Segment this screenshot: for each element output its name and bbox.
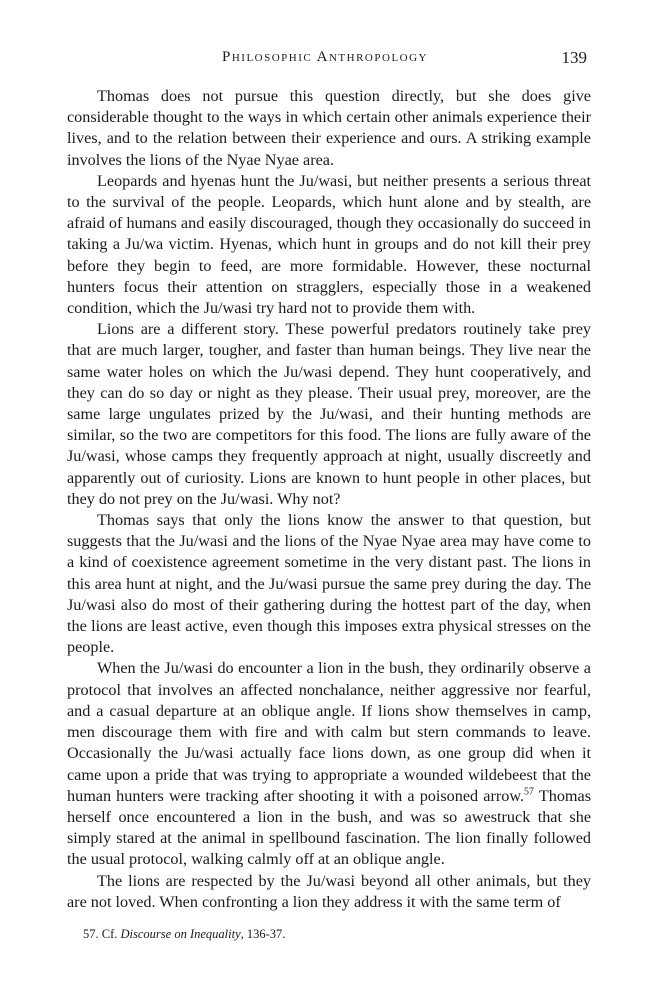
paragraph-text: Leopards and hyenas hunt the Ju/wasi, but neither presents a serious threat to the survival of the people. Leopards, which hunt alone and by stealth, are afraid of humans and easily discouraged, though they occasionally do succeed in taking a Ju/wa victim. Hyenas, which hunt in groups and do not kill their prey before they begin to feed, are more formidable. However, these nocturnal hunters focus their attention on stragglers, especially those in a weakened condition, which the Ju/wasi try hard not to provide them with. — [67, 171, 591, 318]
body-text — [67, 86, 591, 913]
paragraph — [67, 871, 591, 913]
paragraph-text: When the Ju/wasi do encounter a lion in the bush, they ordinarily observe a protocol that involves an affected nonchalance, neither aggressive nor fearful, and a casual departure at an oblique angle. If lions show themselves in camp, men discourage them with fire and with calm but stern commands to leave. Occasionally the Ju/wasi actually face lions down, as one group did when it came upon a pride that was trying to appropriate a wounded wildebeest that the human hunters were tracking after shooting it with a poisoned arrow. — [67, 659, 591, 805]
page-number: 139 — [561, 48, 587, 67]
footnote-title: Discourse on Inequality — [120, 927, 241, 941]
paragraph — [67, 86, 591, 171]
paragraph-text: Thomas does not pursue this question directly, but she does give considerable thought to the ways in which certain other animals experience their lives, and to the relation between their experience and ours. A striking example involves the lions of the Nyae Nyae area. — [67, 87, 591, 169]
paragraph-text: Thomas says that only the lions know the answer to that question, but suggests that the Ju/wasi and the lions of the Nyae Nyae area may have come to a kind of coexistence agreement sometime in the very distant past. The lions in this area hunt at night, and the Ju/wasi pursue the same prey during the day. The Ju/wasi also do most of their gathering during the hottest part of the day, when the lions are least active, even though this imposes extra physical stresses on the people. — [67, 511, 591, 657]
paragraph — [67, 319, 591, 510]
paragraph — [67, 171, 591, 319]
running-head — [0, 47, 650, 71]
paragraph-text: The lions are respected by the Ju/wasi beyond all other animals, but they are not loved. When confronting a lion they address it with the same term of — [67, 871, 591, 911]
paragraph-text: Lions are a different story. These powerful predators routinely take prey that are much larger, tougher, and faster than human beings. They live near the same water holes on which the Ju/wasi depend. They hunt cooperatively, and they can do so day or night as they please. Their usual prey, moreover, are the same large ungulates prized by the Ju/wasi, and their hunting methods are similar, so the two are competitors for this food. The lions are fully aware of the Ju/wasi, whose camps they frequently approach at night, usually discreetly and apparently out of curiosity. Lions are known to hunt people in other places, but they do not prey on the Ju/wasi. Why not? — [67, 320, 591, 508]
paragraph — [67, 658, 591, 870]
paragraph-text-continued: Thomas herself once encountered a lion in the bush, and was so awestruck that she simply stared at the animal in spellbound fascination. The lion finally followed the usual protocol, walking calmly off at an oblique angle. — [67, 786, 591, 869]
footnote-label: 57. Cf. — [83, 927, 121, 941]
footnote-pages: , 136-37. — [240, 927, 286, 941]
paragraph — [67, 510, 591, 658]
footnote — [83, 926, 591, 942]
footnote-reference[interactable]: 57 — [524, 786, 535, 798]
running-title: Philosophic Anthropology — [222, 49, 428, 65]
